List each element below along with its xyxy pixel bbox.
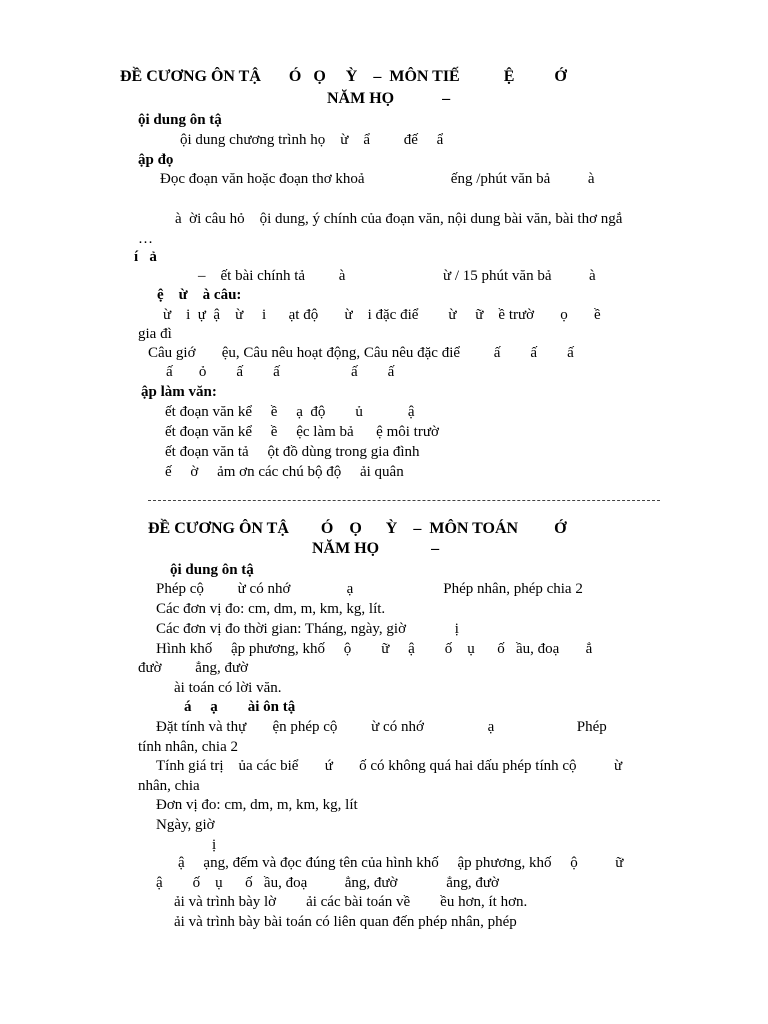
section2-line: đườ ẳng, đườ [138,660,249,676]
section1-heading-vocab: ệ ừ à câu: [157,287,242,303]
section2-line: Phép cộ ừ có nhớ ạ Phép nhân, phép chia 2 [156,581,583,597]
section2-line: ị [212,837,217,853]
section2-line: Hình khố ập phương, khố ộ ữ ậ ố ụ ố ầu, đoạ ẳ [156,641,593,657]
section1-line: ết đoạn văn kể ề ạ độ ủ ậ [165,404,415,420]
section2-line: ậ ố ụ ố ầu, đoạ ẳng, đườ ẳng, đườ [156,875,499,891]
section2-heading-exercises: á ạ ài ôn tậ [184,699,296,715]
section1-line: à ời câu hỏ ội dung, ý chính của đoạn văn, nội dung bài văn, bài thơ ngắ [175,211,623,227]
section1-line: ế ờ ảm ơn các chú bộ độ ải quân [165,464,404,480]
section1-heading-content: ội dung ôn tậ [138,112,222,128]
section2-line: Các đơn vị đo thời gian: Tháng, ngày, giờ ị [156,621,459,637]
section1-title-line1: ĐỀ CƯƠNG ÔN TẬ Ó Ọ Ỳ – MÔN TIẾ Ệ Ớ [120,68,567,85]
section2-heading-content: ội dung ôn tậ [170,562,254,578]
section2-line: ải và trình bày bài toán có liên quan đến phép nhân, phép [174,914,517,930]
section2-line: Tính giá trị ủa các biể ứ ố có không quá hai dấu phép tính cộ ừ [156,758,623,774]
section2-line: ài toán có lời văn. [174,680,282,696]
section2-line: Đơn vị đo: cm, dm, m, km, kg, lít [156,797,358,813]
section1-line: ừ i ự ậ ừ i ạt độ ừ i đặc điể ừ ữ ề trườ ọ ề [163,307,601,323]
section1-line: … [138,231,153,247]
section2-line: nhân, chia [138,778,200,794]
section1-line: gia đì [138,326,172,342]
section1-line: ấ ỏ ấ ấ ấ ấ [166,364,395,380]
section1-line: Đọc đoạn văn hoặc đoạn thơ khoả ếng /phút văn bả à [160,171,595,187]
section2-line: ải và trình bày lờ ải các bài toán về ều hơn, ít hơn. [174,894,528,910]
section1-line: Câu giớ ệu, Câu nêu hoạt động, Câu nêu đặc điể ấ ấ ấ [148,345,574,361]
section1-heading-writing: ập làm văn: [141,384,217,400]
section1-line: ết đoạn văn tả ột đồ dùng trong gia đình [165,444,420,460]
section2-title-line2: NĂM HỌ – [312,540,440,557]
section1-line: – ết bài chính tả à ừ / 15 phút văn bả à [198,268,596,284]
section2-line: ậ ạng, đếm và đọc đúng tên của hình khố ập phương, khố ộ ữ [178,855,624,871]
section1-title-line2: NĂM HỌ – [327,90,451,107]
section1-line: ết đoạn văn kể ề ệc làm bả ệ môi trườ [165,424,439,440]
section2-title-line1: ĐỀ CƯƠNG ÔN TẬ Ó Ọ Ỳ – MÔN TOÁN Ớ [148,520,567,537]
section2-line: Ngày, giờ [156,817,215,833]
section1-heading-reading: ập đọ [138,152,174,168]
section-divider [148,500,660,501]
section2-line: Các đơn vị đo: cm, dm, m, km, kg, lít. [156,601,386,617]
section1-line: ội dung chương trình họ ừ ẩ đế ẩ [180,132,444,148]
section2-line: Đặt tính và thự ện phép cộ ừ có nhớ ạ Phép [156,719,607,735]
section1-heading-spelling: í ả [134,249,157,265]
section2-line: tính nhân, chia 2 [138,739,238,755]
